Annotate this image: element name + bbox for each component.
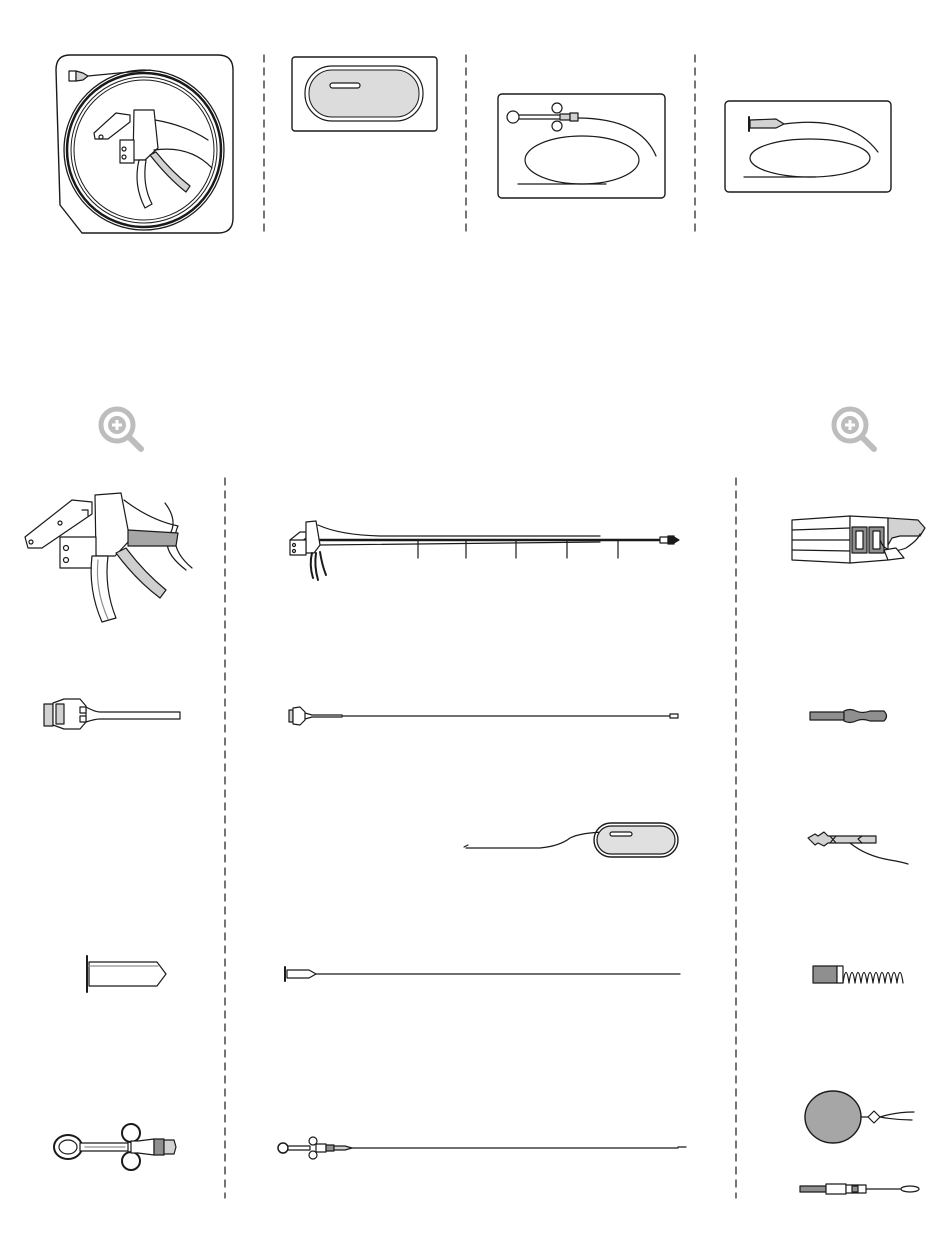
biopsy-forceps-package [498,94,665,198]
handle-assembly [25,493,192,622]
flushing-pad-pouch [292,57,437,131]
needle-wire [289,707,678,725]
suture-with-pad [464,823,678,857]
cylindrical-tip [810,710,887,723]
zoom-in-icon-left[interactable] [101,409,141,449]
introducer-sheath-tip [87,956,166,992]
guide-tube [285,967,680,981]
zoom-in-icon-right[interactable] [834,409,874,449]
connector-clip [792,516,925,563]
needle-hub [44,699,180,729]
coiled-catheter-tray [56,55,233,233]
forceps-handle [54,1124,176,1170]
barbed-tip [808,832,908,864]
introducer-guide-package [725,101,891,192]
coil-spring [813,966,903,983]
catheter-with-markers [290,521,679,580]
sponge-with-loop [805,1091,914,1143]
probe-rod [800,1184,919,1194]
forceps-wire [278,1137,686,1159]
